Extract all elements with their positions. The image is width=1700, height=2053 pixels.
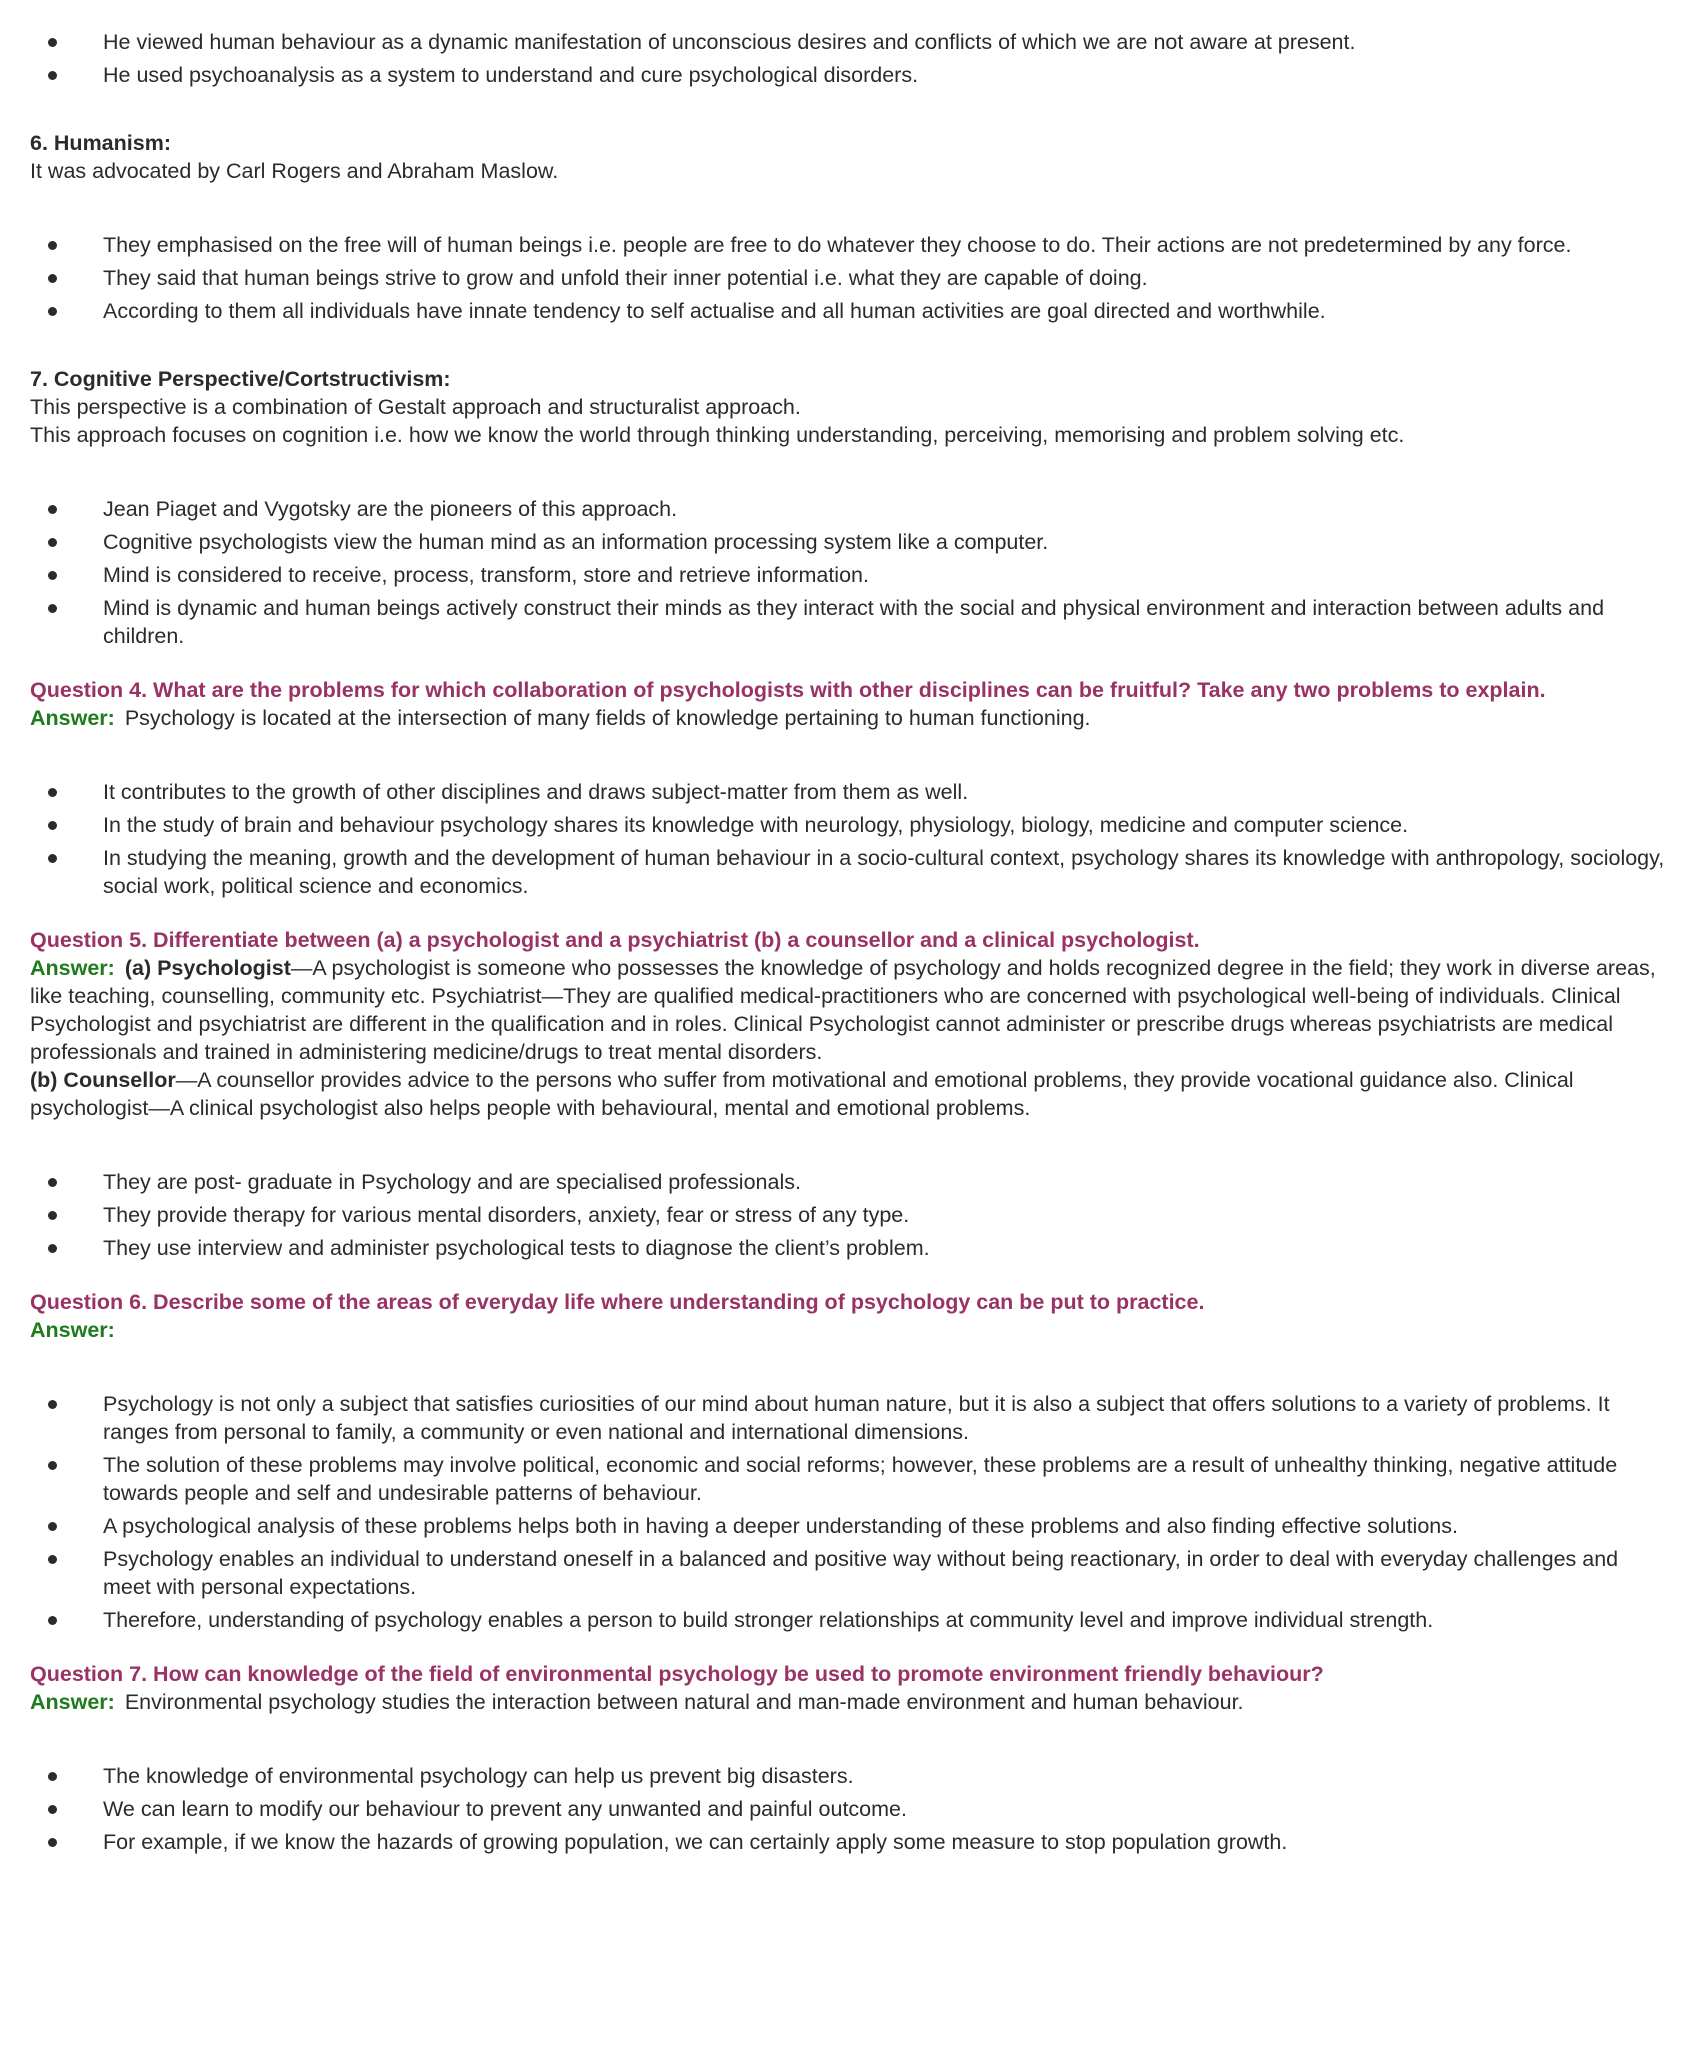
list-item: In the study of brain and behaviour psychology shares its knowledge with neurology, physiology, biology, medicine and computer science. <box>30 811 1666 839</box>
text-run: (b) Counsellor <box>30 1068 176 1092</box>
paragraph <box>30 421 1666 449</box>
answer-label: Answer: <box>30 956 115 980</box>
question-heading: Question 6. Describe some of the areas of everyday life where understanding of psychology can be put to practice. <box>30 1290 1205 1314</box>
answer-label: Answer: <box>30 706 115 730</box>
bullet-list <box>30 1168 1666 1262</box>
paragraph <box>30 1688 1666 1716</box>
list-item: The solution of these problems may involve political, economic and social reforms; however, these problems are a result of unhealthy thinking, negative attitude towards people and self and undesirable patterns of behaviour. <box>30 1451 1666 1507</box>
bullet-list <box>30 28 1666 89</box>
section-heading: 7. Cognitive Perspective/Cortstructivism: <box>30 367 451 391</box>
list-item: For example, if we know the hazards of growing population, we can certainly apply some measure to stop population growth. <box>30 1828 1666 1856</box>
list-item: Mind is considered to receive, process, transform, store and retrieve information. <box>30 561 1666 589</box>
list-item: They use interview and administer psychological tests to diagnose the client’s problem. <box>30 1234 1666 1262</box>
text-run: —A counsellor provides advice to the persons who suffer from motivational and emotional problems, they provide vocational guidance also. Clinical psychologist—A clinical psychologist also helps people with behavioural, mental and emotional problems. <box>30 1068 1574 1120</box>
paragraph <box>30 157 1666 185</box>
list-item: The knowledge of environmental psychology can help us prevent big disasters. <box>30 1762 1666 1790</box>
text-run: (a) Psychologist <box>124 956 291 980</box>
list-item: They are post- graduate in Psychology and are specialised professionals. <box>30 1168 1666 1196</box>
list-item: According to them all individuals have innate tendency to self actualise and all human activities are goal directed and worthwhile. <box>30 297 1666 325</box>
text-run: Environmental psychology studies the interaction between natural and man-made environment and human behaviour. <box>124 1690 1244 1714</box>
document-body <box>30 28 1666 1856</box>
list-item: They provide therapy for various mental disorders, anxiety, fear or stress of any type. <box>30 1201 1666 1229</box>
list-item: Therefore, understanding of psychology enables a person to build stronger relationships at community level and improve individual strength. <box>30 1606 1666 1634</box>
list-item: Jean Piaget and Vygotsky are the pioneers of this approach. <box>30 495 1666 523</box>
text-run: —A psychologist is someone who possesses the knowledge of psychology and holds recognized degree in the field; they work in diverse areas, like teaching, counselling, community etc. Psychiatrist—They are qualified medical-practitioners who are concerned with psychological well-being of individuals. Clinical Psychologist and psychiatrist are different in the qualification and in roles. Clinical Psychologist cannot administer or prescribe drugs whereas psychiatrists are medical professionals and trained in administering medicine/drugs to treat mental disorders. <box>30 956 1656 1064</box>
paragraph <box>30 1316 1666 1344</box>
answer-label: Answer: <box>30 1690 115 1714</box>
list-item: We can learn to modify our behaviour to prevent any unwanted and painful outcome. <box>30 1795 1666 1823</box>
list-item: Psychology is not only a subject that satisfies curiosities of our mind about human nature, but it is also a subject that offers solutions to a variety of problems. It ranges from personal to family, a community or even national and international dimensions. <box>30 1390 1666 1446</box>
list-item: They emphasised on the free will of human beings i.e. people are free to do whatever they choose to do. Their actions are not predetermined by any force. <box>30 231 1666 259</box>
bullet-list <box>30 1762 1666 1856</box>
list-item: Cognitive psychologists view the human mind as an information processing system like a computer. <box>30 528 1666 556</box>
section-heading: 6. Humanism: <box>30 131 171 155</box>
list-item: He viewed human behaviour as a dynamic manifestation of unconscious desires and conflicts of which we are not aware at present. <box>30 28 1666 56</box>
text-run: Psychology is located at the intersection of many fields of knowledge pertaining to human functioning. <box>124 706 1091 730</box>
text-run: This approach focuses on cognition i.e. how we know the world through thinking understanding, perceiving, memorising and problem solving etc. <box>30 423 1405 447</box>
paragraph <box>30 1066 1666 1122</box>
list-item: Psychology enables an individual to understand oneself in a balanced and positive way without being reactionary, in order to deal with everyday challenges and meet with personal expectations. <box>30 1545 1666 1601</box>
question-heading: Question 4. What are the problems for which collaboration of psychologists with other disciplines can be fruitful? Take any two problems to explain. <box>30 678 1546 702</box>
list-item: A psychological analysis of these problems helps both in having a deeper understanding of these problems and also finding effective solutions. <box>30 1512 1666 1540</box>
bullet-list <box>30 495 1666 650</box>
text-run: It was advocated by Carl Rogers and Abraham Maslow. <box>30 159 559 183</box>
list-item: In studying the meaning, growth and the development of human behaviour in a socio-cultural context, psychology shares its knowledge with anthropology, sociology, social work, political science and economics. <box>30 844 1666 900</box>
list-item: Mind is dynamic and human beings actively construct their minds as they interact with the social and physical environment and interaction between adults and children. <box>30 594 1666 650</box>
bullet-list <box>30 231 1666 325</box>
paragraph <box>30 393 1666 421</box>
list-item: It contributes to the growth of other disciplines and draws subject-matter from them as well. <box>30 778 1666 806</box>
list-item: He used psychoanalysis as a system to understand and cure psychological disorders. <box>30 61 1666 89</box>
paragraph <box>30 704 1666 732</box>
question-heading: Question 7. How can knowledge of the field of environmental psychology be used to promote environment friendly behaviour? <box>30 1662 1324 1686</box>
question-heading: Question 5. Differentiate between (a) a psychologist and a psychiatrist (b) a counsellor and a clinical psychologist. <box>30 928 1200 952</box>
paragraph <box>30 954 1666 1066</box>
text-run: This perspective is a combination of Gestalt approach and structuralist approach. <box>30 395 801 419</box>
bullet-list <box>30 778 1666 900</box>
answer-label: Answer: <box>30 1318 115 1342</box>
bullet-list <box>30 1390 1666 1634</box>
list-item: They said that human beings strive to grow and unfold their inner potential i.e. what they are capable of doing. <box>30 264 1666 292</box>
